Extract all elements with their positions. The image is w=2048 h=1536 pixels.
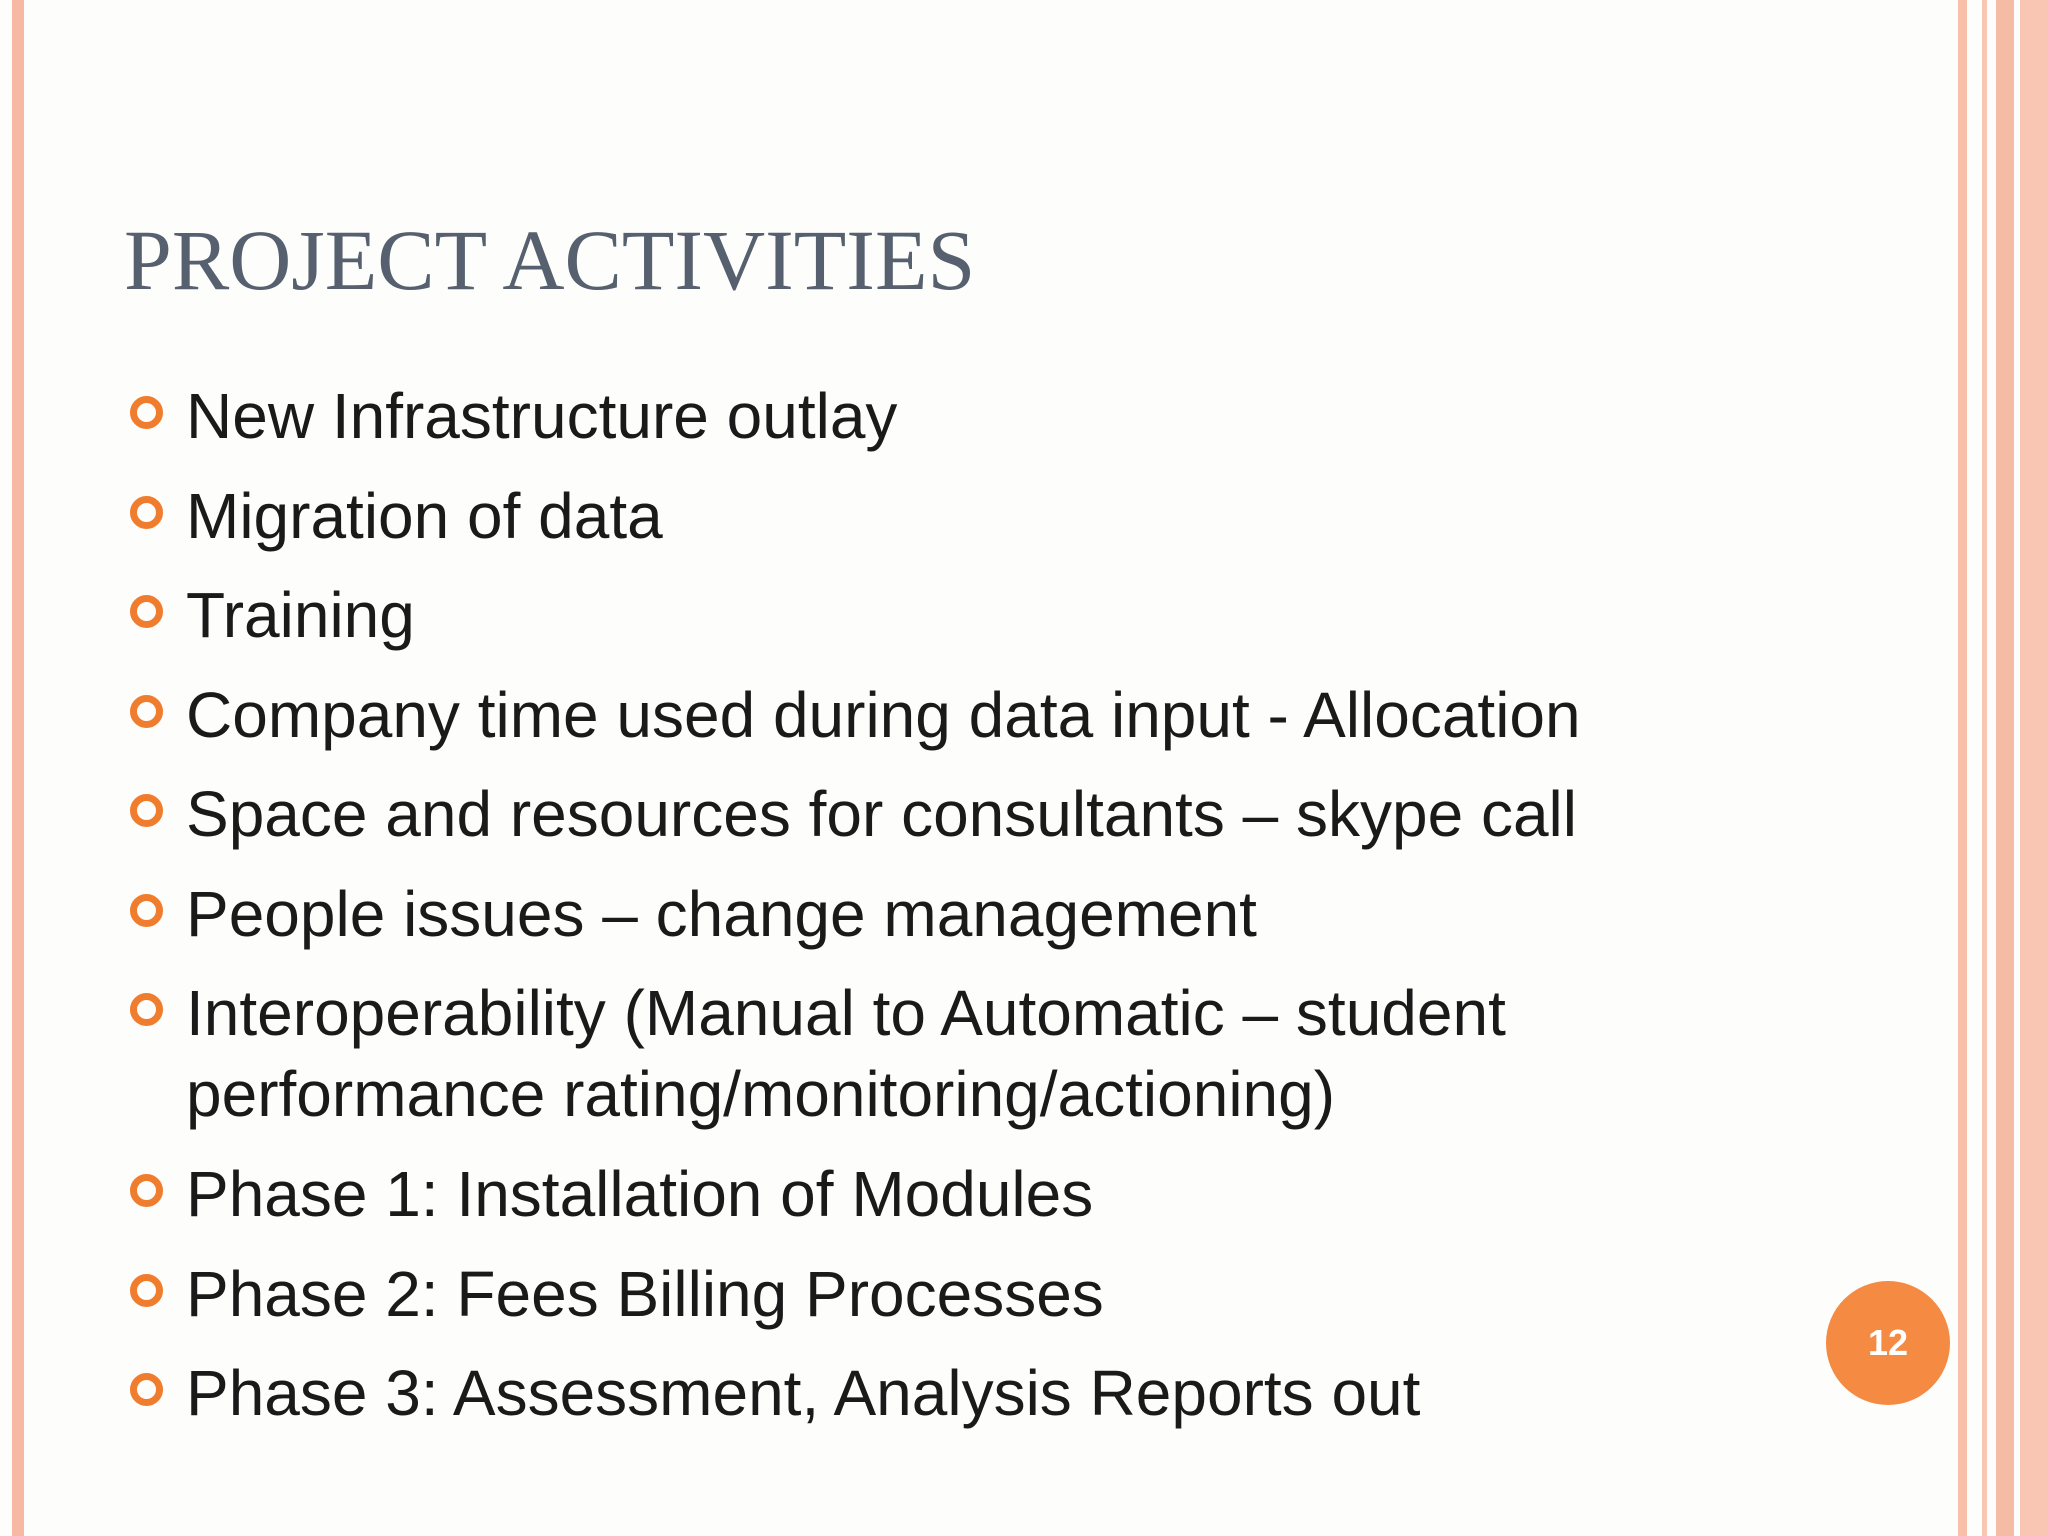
bullet-circle-icon: [130, 794, 163, 827]
bullet-list: [126, 376, 1746, 1453]
right-border-stripe-2: [1982, 0, 1987, 1536]
slide-title: PROJECT ACTIVITIES: [124, 212, 976, 308]
bullet-item: [126, 675, 1746, 756]
bullet-item: [126, 1353, 1746, 1434]
bullet-item: [126, 1254, 1746, 1335]
bullet-item: [126, 874, 1746, 955]
bullet-text: New Infrastructure outlay: [186, 380, 898, 452]
bullet-item: [126, 1154, 1746, 1235]
bullet-circle-icon: [130, 993, 163, 1026]
bullet-text: Phase 1: Installation of Modules: [186, 1158, 1094, 1230]
left-border-stripe: [12, 0, 24, 1536]
bullet-text: Training: [186, 579, 415, 651]
bullet-circle-icon: [130, 396, 163, 429]
bullet-circle-icon: [130, 695, 163, 728]
bullet-item: [126, 973, 1746, 1135]
bullet-item: [126, 774, 1746, 855]
bullet-circle-icon: [130, 1174, 163, 1207]
bullet-circle-icon: [130, 595, 163, 628]
bullet-text: People issues – change management: [186, 877, 1257, 950]
page-number-badge: 12: [1826, 1281, 1950, 1405]
bullet-circle-icon: [130, 1373, 163, 1406]
bullet-text: Phase 3: Assessment, Analysis Reports out: [186, 1357, 1421, 1429]
right-border-stripe-3: [1996, 0, 2014, 1536]
bullet-circle-icon: [130, 496, 163, 529]
right-border-stripe-1: [1958, 0, 1967, 1536]
bullet-text: Interoperability (Manual to Automatic – student performance rating/monitoring/actioning): [186, 977, 1506, 1130]
bullet-item: [126, 376, 1746, 457]
right-border-stripe-4: [2020, 0, 2048, 1536]
bullet-item: [126, 575, 1746, 656]
bullet-text: Phase 2: Fees Billing Processes: [186, 1257, 1104, 1330]
bullet-text: Migration of data: [186, 479, 663, 552]
bullet-circle-icon: [130, 1274, 163, 1307]
bullet-text: Company time used during data input - Allocation: [186, 678, 1581, 751]
bullet-item: [126, 476, 1746, 557]
bullet-text: Space and resources for consultants – skype call: [186, 778, 1577, 850]
bullet-circle-icon: [130, 894, 163, 927]
